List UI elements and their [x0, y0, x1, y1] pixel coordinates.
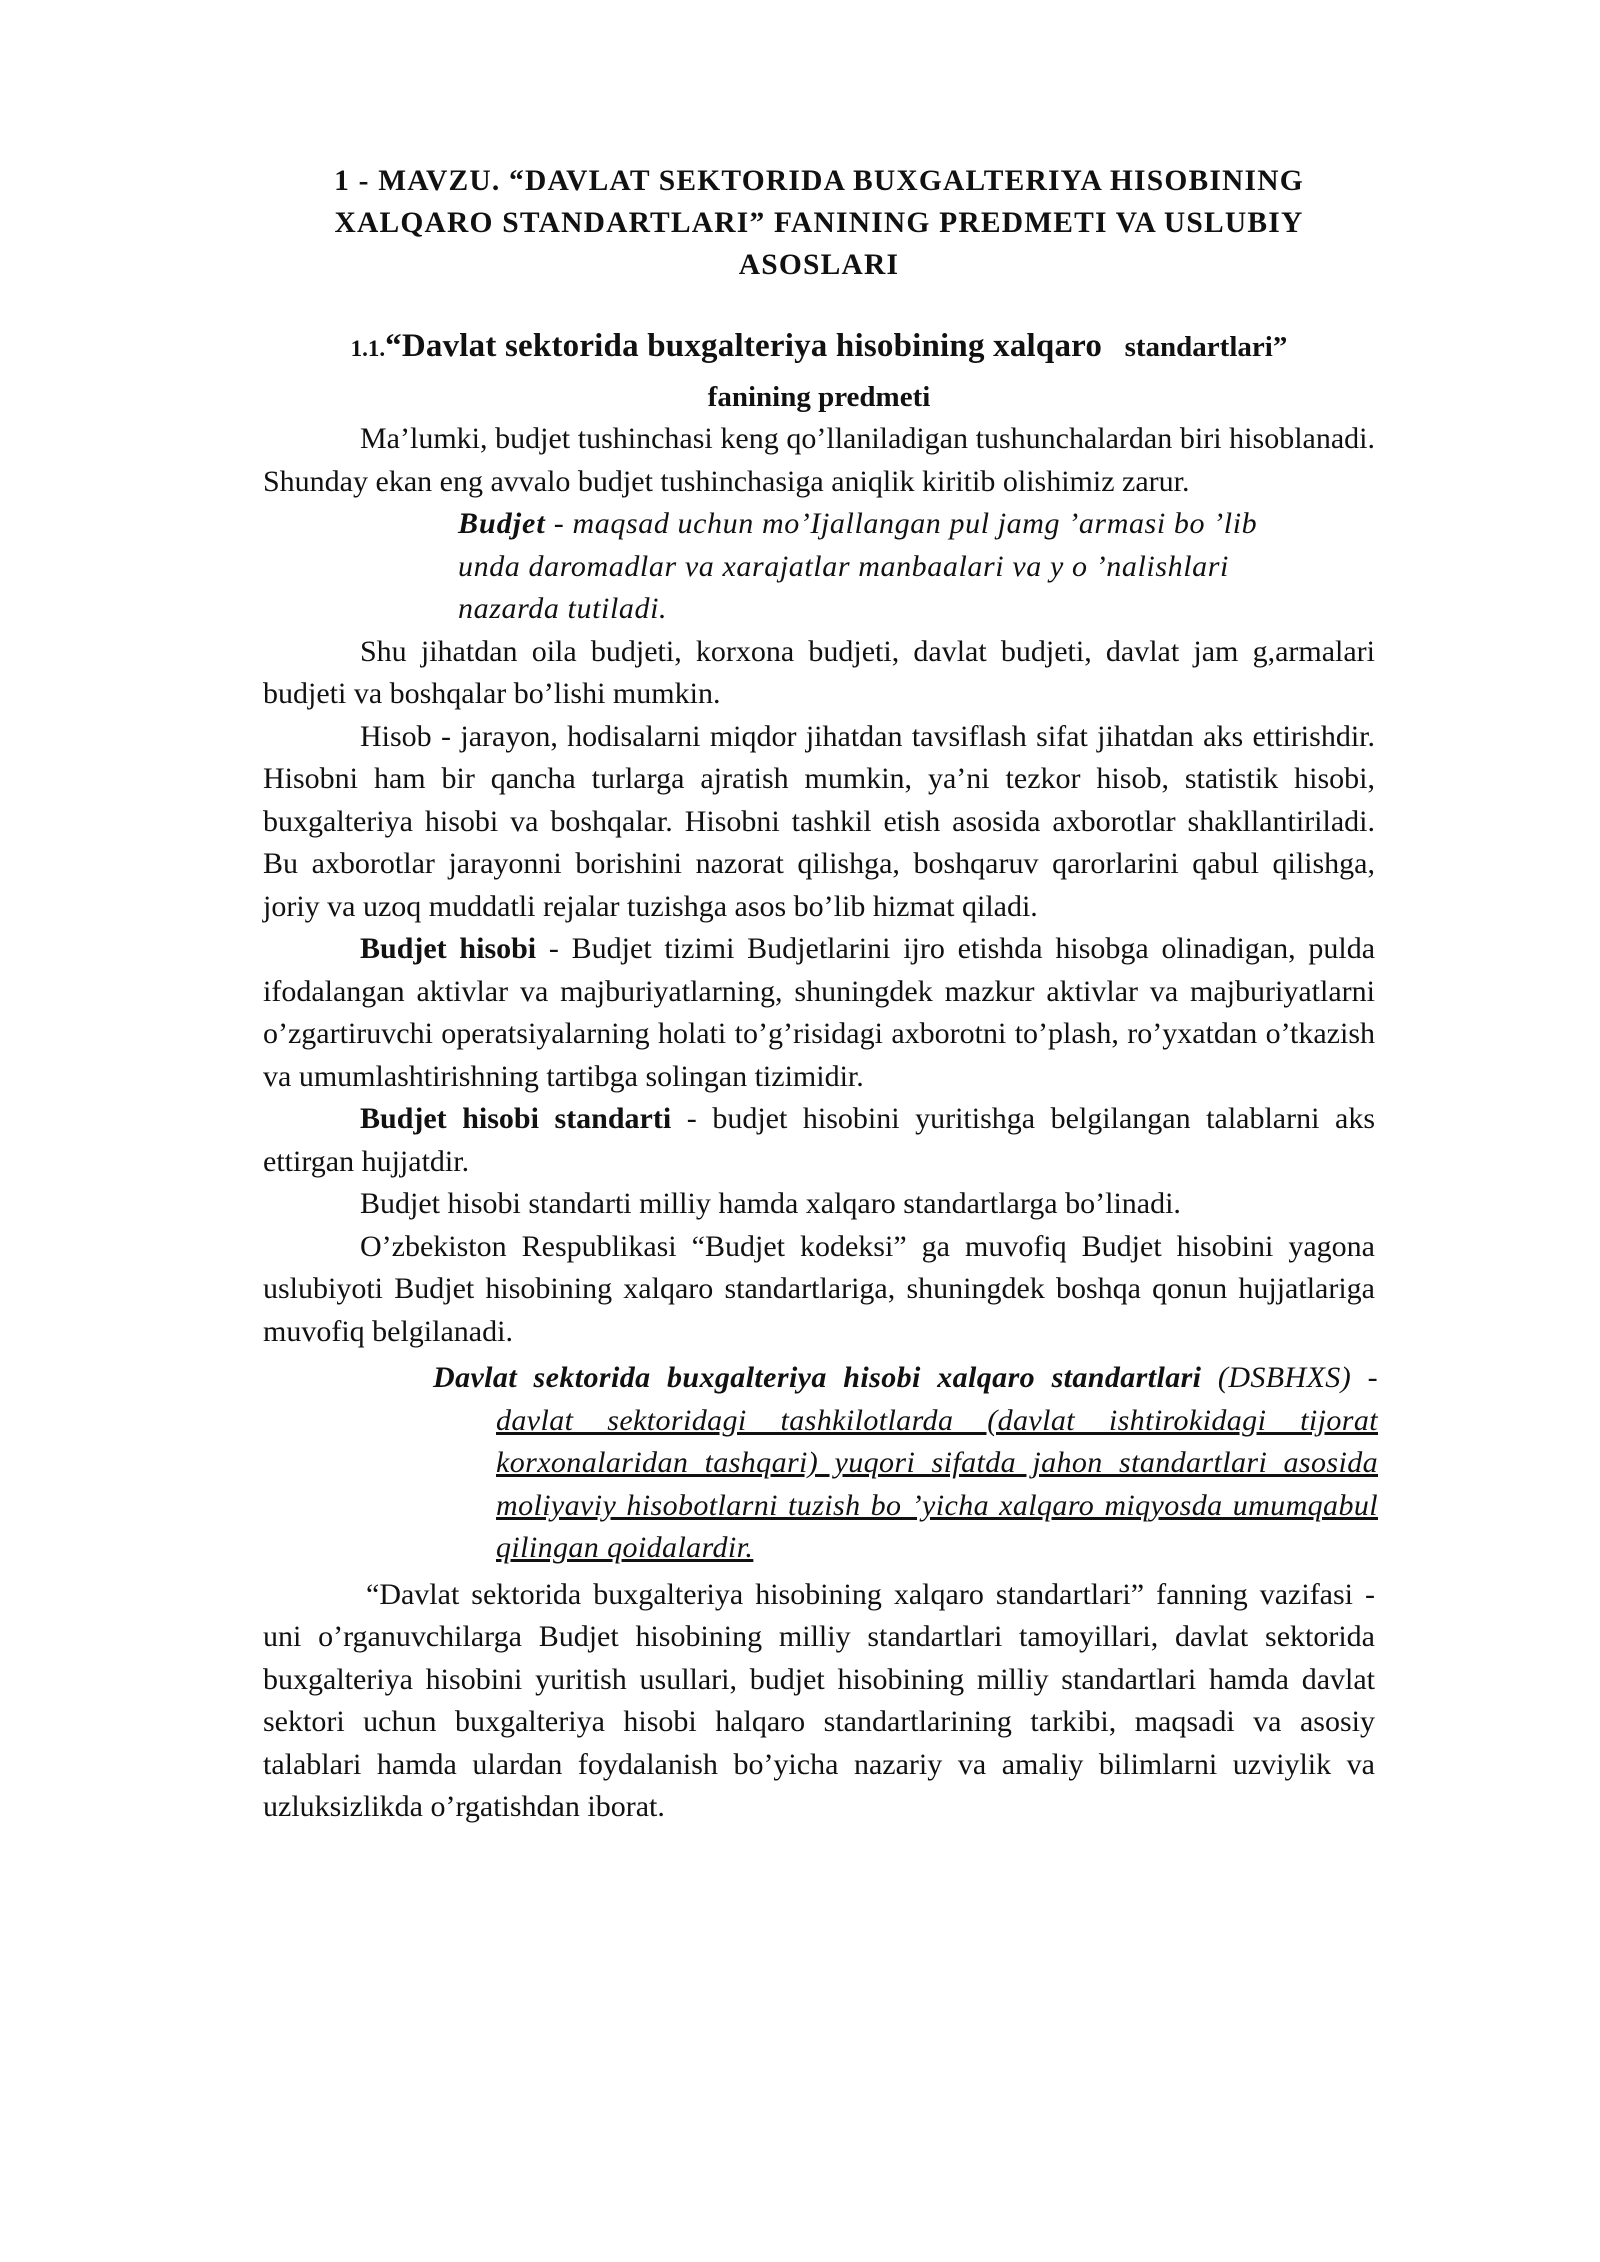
budjet-hisobi-standarti-text: - budjet hisobini yuritishga belgilangan talablarni aks ettirgan hujjatdir. [263, 1102, 1375, 1178]
paragraph-budjet-hisobi-standarti [263, 1098, 1375, 1183]
paragraph-budjet-hisobi [263, 928, 1375, 1098]
section-title-main: “Davlat sektorida buxgalteriya hisobining xalqaro [385, 328, 1103, 364]
paragraph-intro: Ma’lumki, budjet tushinchasi keng qo’llaniladigan tushunchalardan biri hisoblanadi. Shunday ekan eng avvalo budjet tushinchasiga aniqlik kiritib olishimiz zarur. [263, 422, 1375, 498]
page-title: 1 - MAVZU. “DAVLAT SEKTORIDA BUXGALTERIYA HISOBINING XALQARO STANDARTLARI” FANINING PREDMETI VA USLUBIY ASOSLARI [334, 165, 1304, 281]
paragraph-hisob: Hisob - jarayon, hodisalarni miqdor jihatdan tavsiflash sifat jihatdan aks ettirishdir. Hisobni ham bir qancha turlarga ajratish mumkin, ya’ni tezkor hisob, statistik hisobi, buxgalteriya hisobi va boshqalar. Hisobni tashkil etish asosida axborotlar shakllantiriladi. Bu axborotlar jarayonni borishini nazorat qilishga, boshqaruv qarorlarini qabul qilishga, joriy va uzoq muddatli rejalar tuzishga asos bo’lib hizmat qiladi. [263, 719, 1375, 923]
definition-budjet-term: Budjet [458, 507, 546, 540]
budjet-hisobi-text: - Budjet tizimi Budjetlarini ijro etishda hisobga olinadigan, pulda ifodalangan aktivlar va majburiyatlarning, shuningdek mazkur aktivlar va majburiyatlarni o’zgartiruvchi operatsiyalarning holati to’g’risidagi axborotni to’plash, ro’yxatdan o’tkazish va umumlashtirishning tartibga solingan tizimidir. [263, 932, 1376, 1093]
definition-budjet-dash: - [545, 507, 573, 540]
definition-dsbhxs-term: Davlat sektorida buxgalteriya hisobi xalqaro standartlari [433, 1361, 1202, 1394]
definition-budjet-text: maqsad uchun mo’Ijallangan pul jamg ’armasi bo ’lib unda daromadlar va xarajatlar manbaalari va y o ’nalishlari nazarda tutiladi. [458, 507, 1258, 625]
paragraph-budjet-kodeksi: O’zbekiston Respublikasi “Budjet kodeksi” ga muvofiq Budjet hisobini yagona uslubiyoti Budjet hisobining xalqaro standartlariga, shuningdek boshqa qonun hujjatlariga muvofiq belgilanadi. [263, 1229, 1375, 1348]
budjet-hisobi-standarti-term: Budjet hisobi standarti [360, 1102, 672, 1135]
section-number: 1.1. [350, 336, 386, 361]
paragraph-budget-types: Shu jihatdan oila budjeti, korxona budjeti, davlat budjeti, davlat jam g,armalari budjeti va boshqalar bo’lishi mumkin. [263, 634, 1375, 710]
section-title-end: standartlari” [1124, 331, 1288, 363]
definition-budjet [458, 503, 1288, 631]
section-heading [263, 320, 1375, 418]
definition-dsbhxs-abbr: (DSBHXS) - [1201, 1361, 1378, 1394]
paragraph-standard-types: Budjet hisobi standarti milliy hamda xalqaro standartlarga bo’linadi. [360, 1187, 1181, 1220]
definition-dsbhxs [433, 1357, 1378, 1570]
budjet-hisobi-term: Budjet hisobi [360, 932, 537, 965]
paragraph-course-goal: “Davlat sektorida buxgalteriya hisobining xalqaro standartlari” fanning vazifasi - uni o’rganuvchilarga Budjet hisobining milliy standartlari tamoyillari, davlat sektorida buxgalteriya hisobini yuritish usullari, budjet hisobining milliy standartlari hamda davlat sektori uchun buxgalteriya hisobi halqaro standartlarining tarkibi, maqsadi va asosiy talablari hamda ulardan foydalanish bo’yicha nazariy va amaliy bilimlarni uzviylik va uzluksizlikda o’rgatishdan iborat. [263, 1577, 1375, 1823]
section-title-line2: fanining predmeti [707, 381, 931, 413]
definition-dsbhxs-text: davlat sektoridagi tashkilotlarda (davlat ishtirokidagi tijorat korxonalaridan tashqari) yuqori sifatda jahon standartlari asosida moliyaviy hisobotlarni tuzish bo ’yicha xalqaro miqyosda umumqabul qilingan qoidalardir. [496, 1403, 1378, 1564]
document-page [263, 160, 1378, 1829]
